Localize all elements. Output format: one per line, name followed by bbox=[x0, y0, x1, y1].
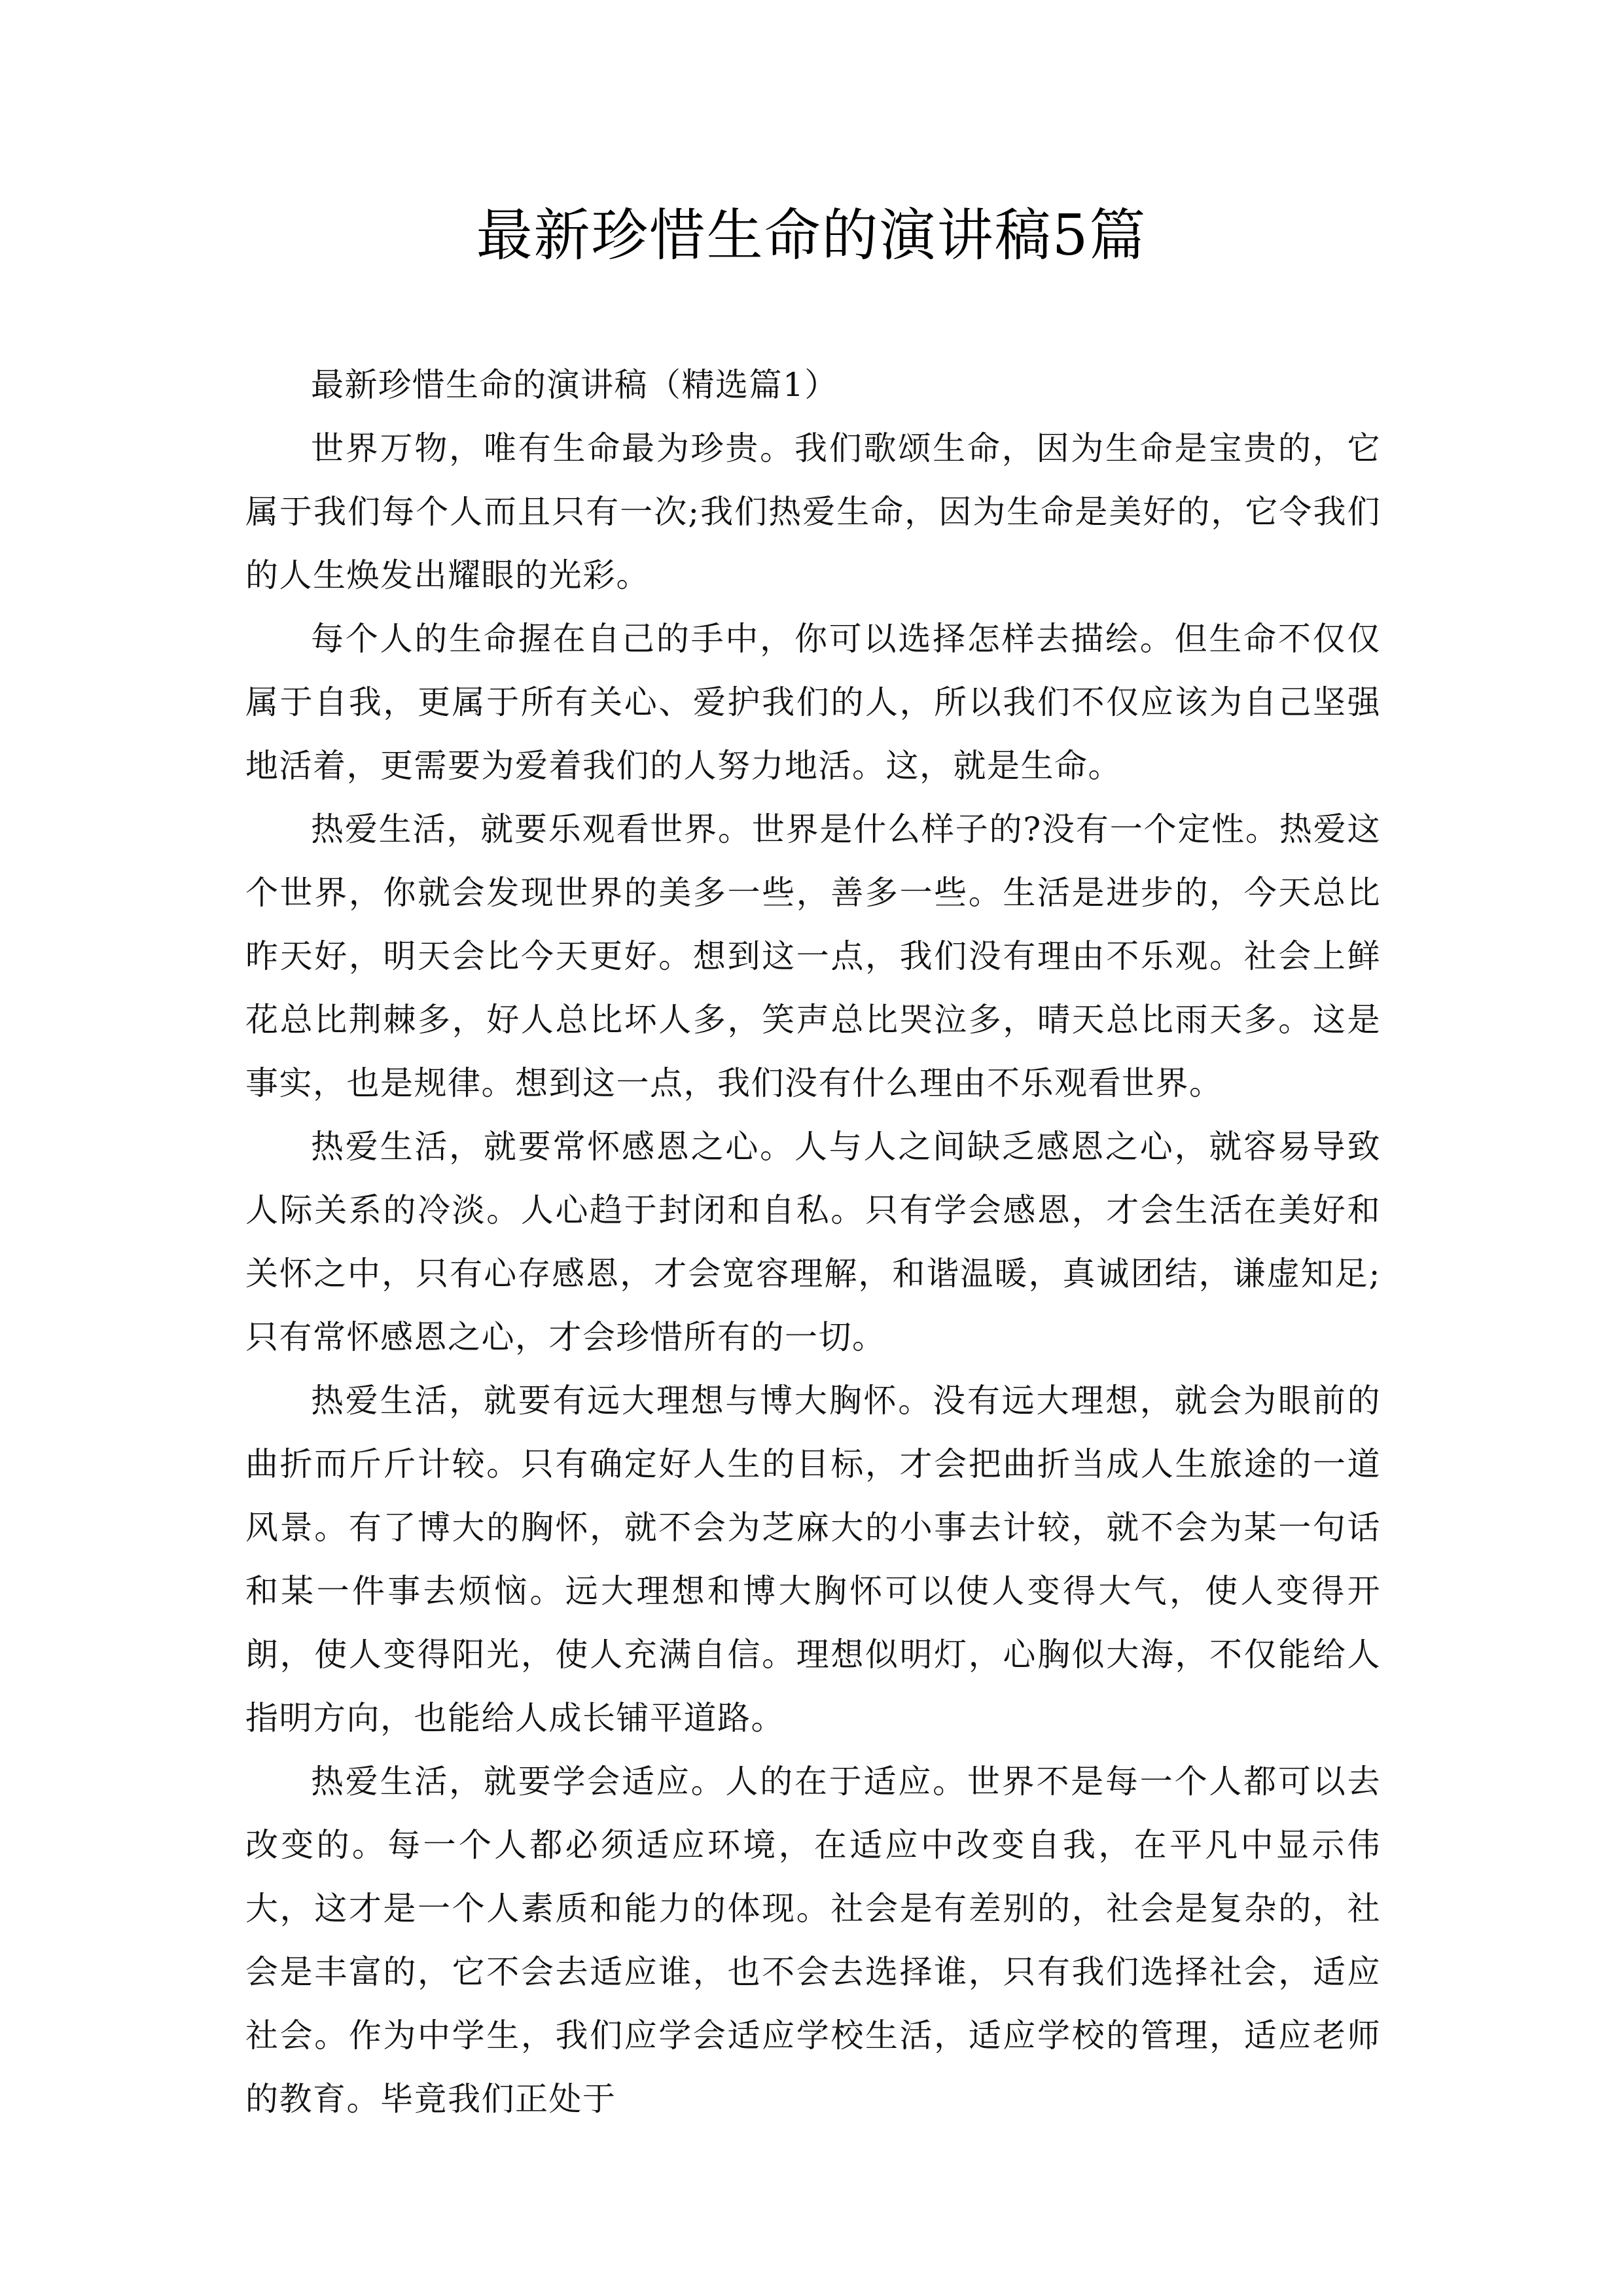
paragraph: 热爱生活，就要有远大理想与博大胸怀。没有远大理想，就会为眼前的曲折而斤斤计较。只有确定好人生的目标，才会把曲折当成人生旅途的一道风景。有了博大的胸怀，就不会为芝麻大的小事去计较，就不会为某一句话和某一件事去烦恼。远大理想和博大胸怀可以使人变得大气，使人变得开朗，使人变得阳光，使人充满自信。理想似明灯，心胸似大海，不仅能给人指明方向，也能给人成长铺平道路。 bbox=[245, 1382, 1381, 1737]
document-title: 最新珍惜生命的演讲稿5篇 bbox=[476, 203, 1147, 268]
paragraph: 热爱生活，就要乐观看世界。世界是什么样子的?没有一个定性。热爱这个世界，你就会发现世界的美多一些，善多一些。生活是进步的，今天总比昨天好，明天会比今天更好。想到这一点，我们没有理由不乐观。社会上鲜花总比荆棘多，好人总比坏人多，笑声总比哭泣多，晴天总比雨天多。这是事实，也是规律。想到这一点，我们没有什么理由不乐观看世界。 bbox=[245, 810, 1381, 1102]
section-heading: 最新珍惜生命的演讲稿（精选篇1） bbox=[311, 366, 838, 404]
document-body bbox=[245, 353, 1381, 2131]
paragraph: 世界万物，唯有生命最为珍贵。我们歌颂生命，因为生命是宝贵的，它属于我们每个人而且只有一次;我们热爱生命，因为生命是美好的，它令我们的人生焕发出耀眼的光彩。 bbox=[245, 429, 1381, 594]
paragraph: 每个人的生命握在自己的手中，你可以选择怎样去描绘。但生命不仅仅属于自我，更属于所有关心、爱护我们的人，所以我们不仅应该为自己坚强地活着，更需要为爱着我们的人努力地活。这，就是生命。 bbox=[245, 620, 1381, 785]
paragraph: 热爱生活，就要常怀感恩之心。人与人之间缺乏感恩之心，就容易导致人际关系的冷淡。人心趋于封闭和自私。只有学会感恩，才会生活在美好和关怀之中，只有心存感恩，才会宽容理解，和谐温暖，真诚团结，谦虚知足;只有常怀感恩之心，才会珍惜所有的一切。 bbox=[245, 1128, 1381, 1356]
paragraph: 热爱生活，就要学会适应。人的在于适应。世界不是每一个人都可以去改变的。每一个人都必须适应环境，在适应中改变自我，在平凡中显示伟大，这才是一个人素质和能力的体现。社会是有差别的，社会是复杂的，社会是丰富的，它不会去适应谁，也不会去选择谁，只有我们选择社会，适应社会。作为中学生，我们应学会适应学校生活，适应学校的管理，适应老师的教育。毕竟我们正处于 bbox=[245, 1763, 1381, 2118]
